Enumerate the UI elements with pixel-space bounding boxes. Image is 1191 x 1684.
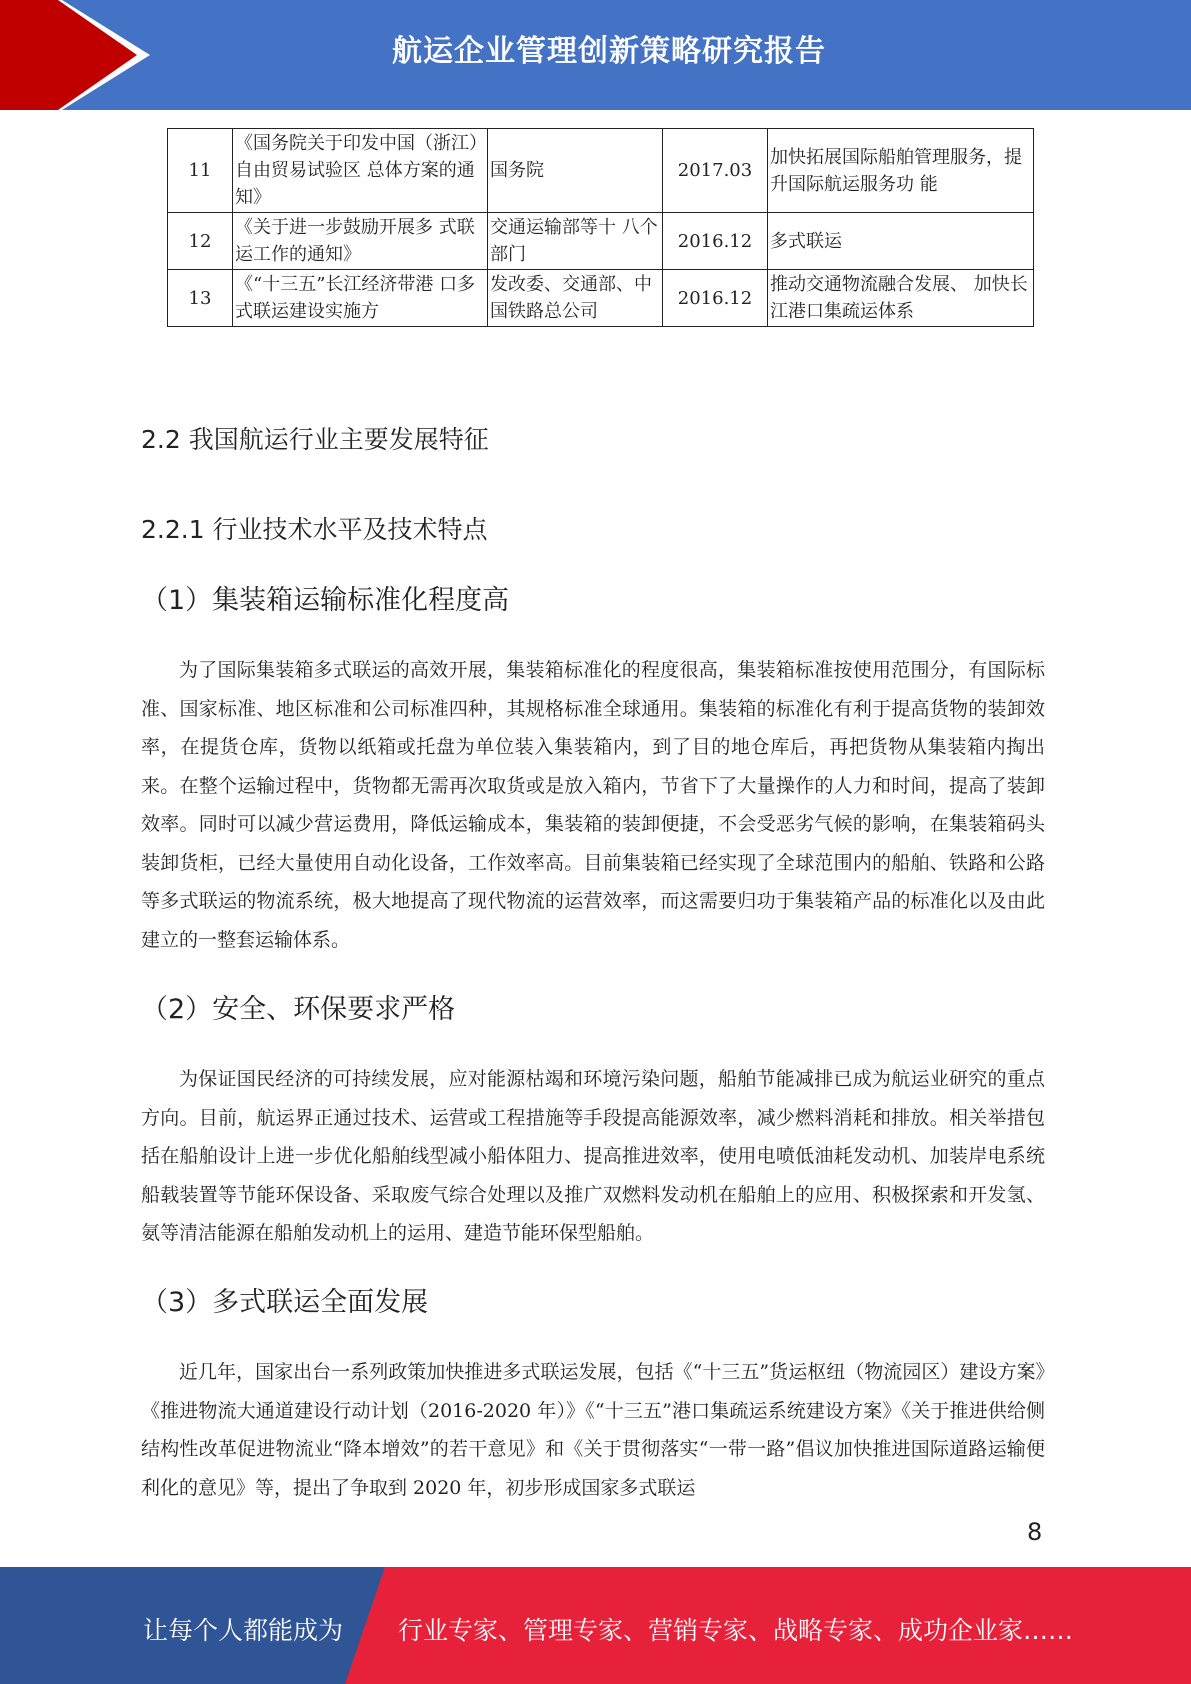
page-footer <box>0 1567 1191 1684</box>
policy-table <box>167 128 1034 327</box>
issuing-body: 交通运输部等十 八个部门 <box>488 213 663 270</box>
subsection-heading: 2.2.1 行业技术水平及技术特点 <box>141 515 488 544</box>
footer-slogan-right: 行业专家、管理专家、营销专家、战略专家、成功企业家…… <box>398 1616 1074 1645</box>
section-heading: 2.2 我国航运行业主要发展特征 <box>141 425 489 454</box>
row-number: 11 <box>168 129 233 213</box>
paragraph-3: 近几年，国家出台一系列政策加快推进多式联运发展，包括《“十三五”货运枢纽（物流园区）建设方案》《推进物流大通道建设行动计划（2016-2020 年）》《“十三五”港口集疏运系统建设方案》《关于推进供给侧结构性改革促进物流业“降本增效”的若干意见》和《关于贯彻落实“一带一路”倡议加快推进国际道路运输便利化的意见》等，提出了争取到 2020 年，初步形成国家多式联运 <box>141 1361 1045 1499</box>
issue-date: 2017.03 <box>663 129 768 213</box>
issuing-body: 国务院 <box>488 129 663 213</box>
table-row <box>168 213 1034 270</box>
policy-name: 《“十三五”长江经济带港 口多式联运建设实施方 <box>233 270 488 327</box>
paragraph-1: 为了国际集装箱多式联运的高效开展，集装箱标准化的程度很高，集装箱标准按使用范围分，有国际标准、国家标准、地区标准和公司标准四种，其规格标准全球通用。集装箱的标准化有利于提高货物的装卸效率，在提货仓库，货物以纸箱或托盘为单位装入集装箱内，到了目的地仓库后，再把货物从集装箱内掏出来。在整个运输过程中，货物都无需再次取货或是放入箱内，节省下了大量操作的人力和时间，提高了装卸效率。同时可以减少营运费用，降低运输成本，集装箱的装卸便捷，不会受恶劣气候的影响，在集装箱码头装卸货柜，已经大量使用自动化设备，工作效率高。目前集装箱已经实现了全球范围内的船舶、铁路和公路等多式联运的物流系统，极大地提高了现代物流的运营效率，而这需要归功于集装箱产品的标准化以及由此建立的一整套运输体系。 <box>141 659 1045 951</box>
policy-summary: 加快拓展国际船舶管理服务，提升国际航运服务功 能 <box>768 129 1034 213</box>
report-title: 航运企业管理创新策略研究报告 <box>392 34 826 69</box>
issue-date: 2016.12 <box>663 213 768 270</box>
policy-summary: 多式联运 <box>768 213 1034 270</box>
policy-name: 《关于进一步鼓励开展多 式联运工作的通知》 <box>233 213 488 270</box>
table-row <box>168 129 1034 213</box>
issuing-body: 发改委、交通部、中国铁路总公司 <box>488 270 663 327</box>
issue-date: 2016.12 <box>663 270 768 327</box>
policy-summary: 推动交通物流融合发展、 加快长江港口集疏运体系 <box>768 270 1034 327</box>
page-number: 8 <box>1027 1518 1043 1546</box>
item-heading-1: （1）集装箱运输标准化程度高 <box>141 585 510 616</box>
row-number: 13 <box>168 270 233 327</box>
item-heading-2: （2）安全、环保要求严格 <box>141 994 456 1025</box>
footer-slogan-left: 让每个人都能成为 <box>143 1616 344 1645</box>
policy-name: 《国务院关于印发中国（浙江）自由贸易试验区 总体方案的通知》 <box>233 129 488 213</box>
paragraph-2: 为保证国民经济的可持续发展，应对能源枯竭和环境污染问题，船舶节能减排已成为航运业研究的重点方向。目前，航运界正通过技术、运营或工程措施等手段提高能源效率，减少燃料消耗和排放。相关举措包括在船舶设计上进一步优化船舶线型减小船体阻力、提高推进效率，使用电喷低油耗发动机、加装岸电系统船载装置等节能环保设备、采取废气综合处理以及推广双燃料发动机在船舶上的应用、积极探索和开发氢、氨等清洁能源在船舶发动机上的运用、建造节能环保型船舶。 <box>141 1068 1045 1244</box>
table-row <box>168 270 1034 327</box>
page-header <box>0 0 1191 110</box>
row-number: 12 <box>168 213 233 270</box>
header-arrow-decoration <box>0 0 160 110</box>
item-heading-3: （3）多式联运全面发展 <box>141 1287 429 1318</box>
